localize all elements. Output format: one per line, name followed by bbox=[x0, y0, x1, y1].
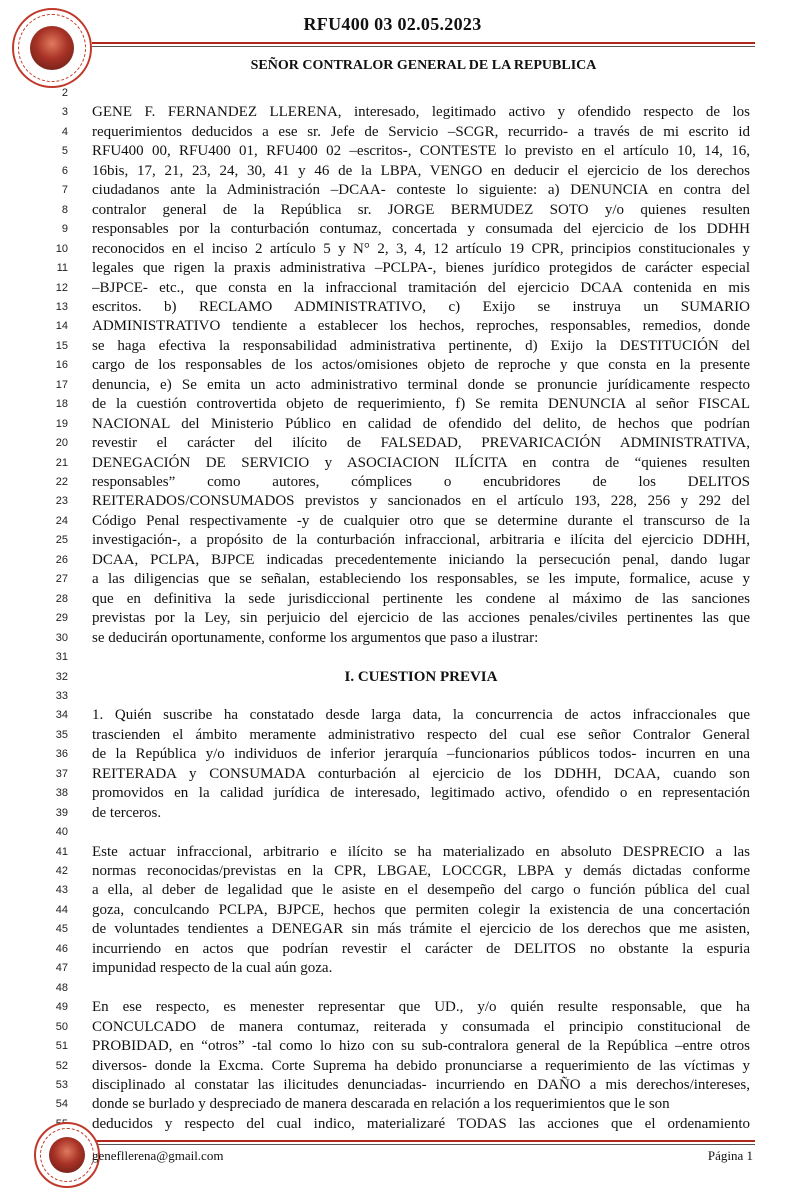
line-number: 41 bbox=[55, 845, 68, 858]
line-number: 20 bbox=[55, 437, 68, 450]
line-number: 11 bbox=[56, 262, 68, 275]
line-number: 42 bbox=[55, 865, 68, 877]
header-rule-thin bbox=[92, 46, 755, 47]
line-number: 46 bbox=[55, 942, 68, 955]
line-text: contralor general de la República sr. JORGE BERMUDEZ SOTO y/o quienes resulten bbox=[92, 201, 750, 218]
line-number: 29 bbox=[55, 612, 68, 625]
line-text: se deducirán oportunamente, conforme los argumentos que paso a ilustrar: bbox=[92, 629, 539, 646]
line-text: reconocidos en el inciso 2 artículo 5 y N° 2, 3, 4, 12 artículo 19 CPR, principios constitucionales y bbox=[92, 240, 750, 257]
line-number: 2 bbox=[61, 87, 68, 99]
line-number: 26 bbox=[55, 553, 68, 566]
line-number: 31 bbox=[55, 651, 68, 664]
line-text: que en definitiva la sede jurisdiccional pertinente les condene al máximo de las sanciones bbox=[92, 590, 750, 607]
line-number: 27 bbox=[55, 573, 68, 586]
line-number: 51 bbox=[55, 1040, 68, 1053]
line-text: legales que rigen la praxis administrativa –PCLPA-, bienes jurídico protegidos de carácter especial bbox=[92, 260, 750, 277]
line-text: 16bis, 17, 21, 23, 24, 30, 41 y 46 de la LBPA, VENGO en deducir el ejercicio de los derechos bbox=[92, 162, 750, 179]
line-number: 53 bbox=[55, 1078, 68, 1091]
page-number: Página 1 bbox=[707, 1148, 753, 1163]
line-number: 32 bbox=[55, 670, 68, 683]
line-number: 7 bbox=[61, 184, 68, 197]
line-text: CONCULCADO de manera contumaz, reiterada y consumada el principio constitucional de bbox=[92, 1018, 750, 1035]
line-text: disciplinado al constatar las ilicitudes denunciadas- incurriendo en DAÑO a mis derechos/intereses, bbox=[92, 1076, 750, 1093]
line-text: trascienden el ámbito meramente administrativo respecto del cual ese señor Contralor General bbox=[92, 726, 750, 743]
line-number: 19 bbox=[55, 417, 68, 430]
seal-ring bbox=[40, 1128, 94, 1182]
line-number: 54 bbox=[55, 1098, 68, 1111]
line-text: En ese respecto, es menester representar que UD., y/o quién resulte responsable, que ha bbox=[92, 999, 750, 1016]
line-text: de la cuestión controvertida objeto de requerimiento, f) Se remita DENUNCIA al señor FISCAL bbox=[92, 396, 750, 413]
line-text: se haga efectiva la responsabilidad administrativa pertinente, d) Exijo la DESTITUCIÓN del bbox=[92, 337, 750, 354]
line-number: 52 bbox=[55, 1059, 68, 1072]
line-text: escritos. b) RECLAMO ADMINISTRATIVO, c) Exijo se instruya un SUMARIO bbox=[92, 298, 750, 315]
line-number: 39 bbox=[55, 806, 68, 819]
line-number: 18 bbox=[55, 398, 68, 411]
line-number: 28 bbox=[55, 592, 68, 605]
line-text: previstas por la Ley, sin perjuicio del ejercicio de las acciones penales/civiles pertinentes las que bbox=[92, 610, 750, 627]
line-text: requerimientos deducidos a ese sr. Jefe de Servicio –SCGR, recurrido- a través de mi escrito id bbox=[92, 123, 750, 140]
line-number: 33 bbox=[55, 689, 68, 702]
line-number: 4 bbox=[61, 125, 68, 138]
line-number: 8 bbox=[61, 203, 68, 216]
line-number: 36 bbox=[55, 748, 68, 761]
line-text: incurriendo en actos que podrían revestir el carácter de DELITOS no obstante la espuria bbox=[92, 940, 750, 957]
line-text: responsables por la conturbación contumaz, concertada y consumada del ejercicio de los DDHH bbox=[92, 221, 750, 238]
line-number: 30 bbox=[55, 631, 68, 644]
line-text: NACIONAL del Ministerio Público en calidad de ofendido del delito, de hechos que podrían bbox=[92, 415, 750, 432]
line-text: DENEGACIÓN DE SERVICIO y ASOCIACION ILÍCITA en contra de “quienes resulten bbox=[92, 454, 750, 471]
line-number: 21 bbox=[55, 456, 68, 469]
line-text: GENE F. FERNANDEZ LLERENA, interesado, legitimado activo y ofendido respecto de los bbox=[92, 104, 750, 121]
line-text: investigación-, a propósito de la conturbación infraccional, arbitraria e ilícita del ejercicio DDHH, bbox=[92, 532, 750, 549]
line-text: responsables” como autores, cómplices o encubridores de los DELITOS bbox=[92, 474, 750, 490]
line-number: 34 bbox=[55, 709, 68, 722]
line-text: a las diligencias que se señalan, estableciendo los responsables, se les impute, formalice, acuse y bbox=[92, 571, 750, 588]
line-number: 48 bbox=[55, 981, 68, 994]
line-number: 13 bbox=[55, 300, 68, 313]
section-heading: I. CUESTION PREVIA bbox=[344, 668, 498, 685]
line-text: impunidad respecto de la cual aún goza. bbox=[92, 960, 333, 977]
line-number: 43 bbox=[55, 884, 68, 897]
line-number: 16 bbox=[55, 359, 68, 372]
line-text: REITERADOS/CONSUMADOS previstos y sancionados en el artículo 193, 228, 256 y 292 del bbox=[92, 493, 750, 510]
line-text: donde se burlado y despreciado de manera descarada en relación a los requerimientos que le son bbox=[92, 1096, 670, 1113]
line-number: 47 bbox=[55, 962, 68, 975]
line-text: de voluntades tendientes a DENEGAR sin más trámite el ejercicio de los derechos que me asisten, bbox=[92, 921, 750, 938]
line-number: 50 bbox=[55, 1020, 68, 1033]
line-number: 35 bbox=[55, 728, 68, 741]
line-text: promovidos en la calidad jurídica de interesado, legitimado activo, ofendido o en representación bbox=[92, 785, 750, 802]
line-text: goza, conculcando PCLPA, BJPCE, hechos que permiten colegir la existencia de una concertación bbox=[92, 901, 750, 918]
line-number: 40 bbox=[55, 826, 68, 839]
line-number: 12 bbox=[55, 281, 68, 294]
line-number: 6 bbox=[61, 164, 68, 177]
line-number: 49 bbox=[55, 1001, 68, 1014]
line-text: 1. Quién suscribe ha constatado desde larga data, la concurrencia de actos infraccionales que bbox=[92, 707, 750, 724]
line-number: 44 bbox=[55, 903, 68, 916]
line-number: 5 bbox=[61, 145, 68, 158]
footer-rule-thin bbox=[92, 1144, 755, 1145]
line-number: 14 bbox=[55, 320, 68, 333]
line-number: 17 bbox=[55, 378, 68, 391]
line-number: 25 bbox=[55, 534, 68, 547]
addressee-heading: SEÑOR CONTRALOR GENERAL DE LA REPUBLICA bbox=[250, 58, 597, 73]
line-text: cargo de los responsables de los actos/omisiones objeto de reproche y que consta en la presente bbox=[92, 357, 750, 374]
footer-email: genefllerena@gmail.com bbox=[92, 1148, 224, 1163]
line-text: a ella, al deber de legalidad que le asiste en el desempeño del cargo o función pública del cual bbox=[92, 882, 750, 899]
line-text: REITERADA y CONSUMADA conturbación al ejercicio de los DDHH, DCAA, cuando son bbox=[92, 765, 750, 782]
line-text: deducidos y respecto del cual indico, materializaré TODAS las acciones que el ordenamiento bbox=[92, 1115, 750, 1132]
line-text: Este actuar infraccional, arbitrario e ilícito se ha materializado en absoluto DESPRECIO a las bbox=[92, 843, 750, 860]
line-text: Código Penal respectivamente -y de cualquier otro que se determine durante el transcurso de la bbox=[92, 512, 750, 529]
footer-rule bbox=[92, 1140, 755, 1142]
line-text: ciudadanos ante la Administración –DCAA- conteste lo siguiente: a) DENUNCIA en contra del bbox=[92, 182, 750, 199]
seal-emblem-icon bbox=[34, 1122, 100, 1188]
document-id: RFU400 03 02.05.2023 bbox=[303, 14, 482, 34]
line-number: 24 bbox=[55, 514, 68, 527]
line-number: 37 bbox=[55, 767, 68, 780]
line-text: de terceros. bbox=[92, 804, 162, 821]
line-number: 10 bbox=[55, 242, 68, 255]
line-text: RFU400 00, RFU400 01, RFU400 02 –escritos-, CONTESTE lo previsto en el artículo 10, 14, 16, bbox=[92, 143, 750, 160]
line-number: 9 bbox=[61, 223, 68, 236]
line-number: 23 bbox=[55, 495, 68, 508]
line-number: 45 bbox=[55, 923, 68, 936]
line-text: de la República y/o individuos de inferior jerarquía –funcionarios públicos todos- incurren en una bbox=[92, 746, 750, 763]
line-number: 38 bbox=[55, 787, 68, 800]
line-text: normas reconocidas/previstas en la CPR, LBGAE, LOCCGR, LBPA y demás dictadas conforme bbox=[92, 863, 750, 879]
line-number: 22 bbox=[55, 476, 68, 488]
line-text: –BJPCE- etc., que consta en la infraccional tramitación del ejercicio DCAA contenida en mis bbox=[92, 279, 750, 296]
line-text: ADMINISTRATIVO tendiente a establecer los hechos, reproches, responsables, remedios, donde bbox=[92, 318, 750, 335]
line-number: 15 bbox=[55, 339, 68, 352]
line-text: denuncia, e) Se emita un acto administrativo terminal donde se pronuncie jurídicamente respecto bbox=[92, 376, 750, 393]
line-text: PROBIDAD, en “otros” -tal como lo hizo con su sub-contralora general de la República –entre otros bbox=[92, 1038, 750, 1055]
header-rule bbox=[92, 42, 755, 44]
line-text: revestir el carácter del ilícito de FALSEDAD, PREVARICACIÓN ADMINISTRATIVA, bbox=[92, 435, 750, 452]
line-text: diversos- donde la Excma. Corte Suprema ha debido pronunciarse a requerimiento de las víctimas y bbox=[92, 1057, 750, 1074]
line-number: 3 bbox=[61, 106, 68, 119]
line-text: DCAA, PCLPA, BJPCE indicadas precedentemente iniciando la persecución penal, dando lugar bbox=[92, 551, 750, 568]
